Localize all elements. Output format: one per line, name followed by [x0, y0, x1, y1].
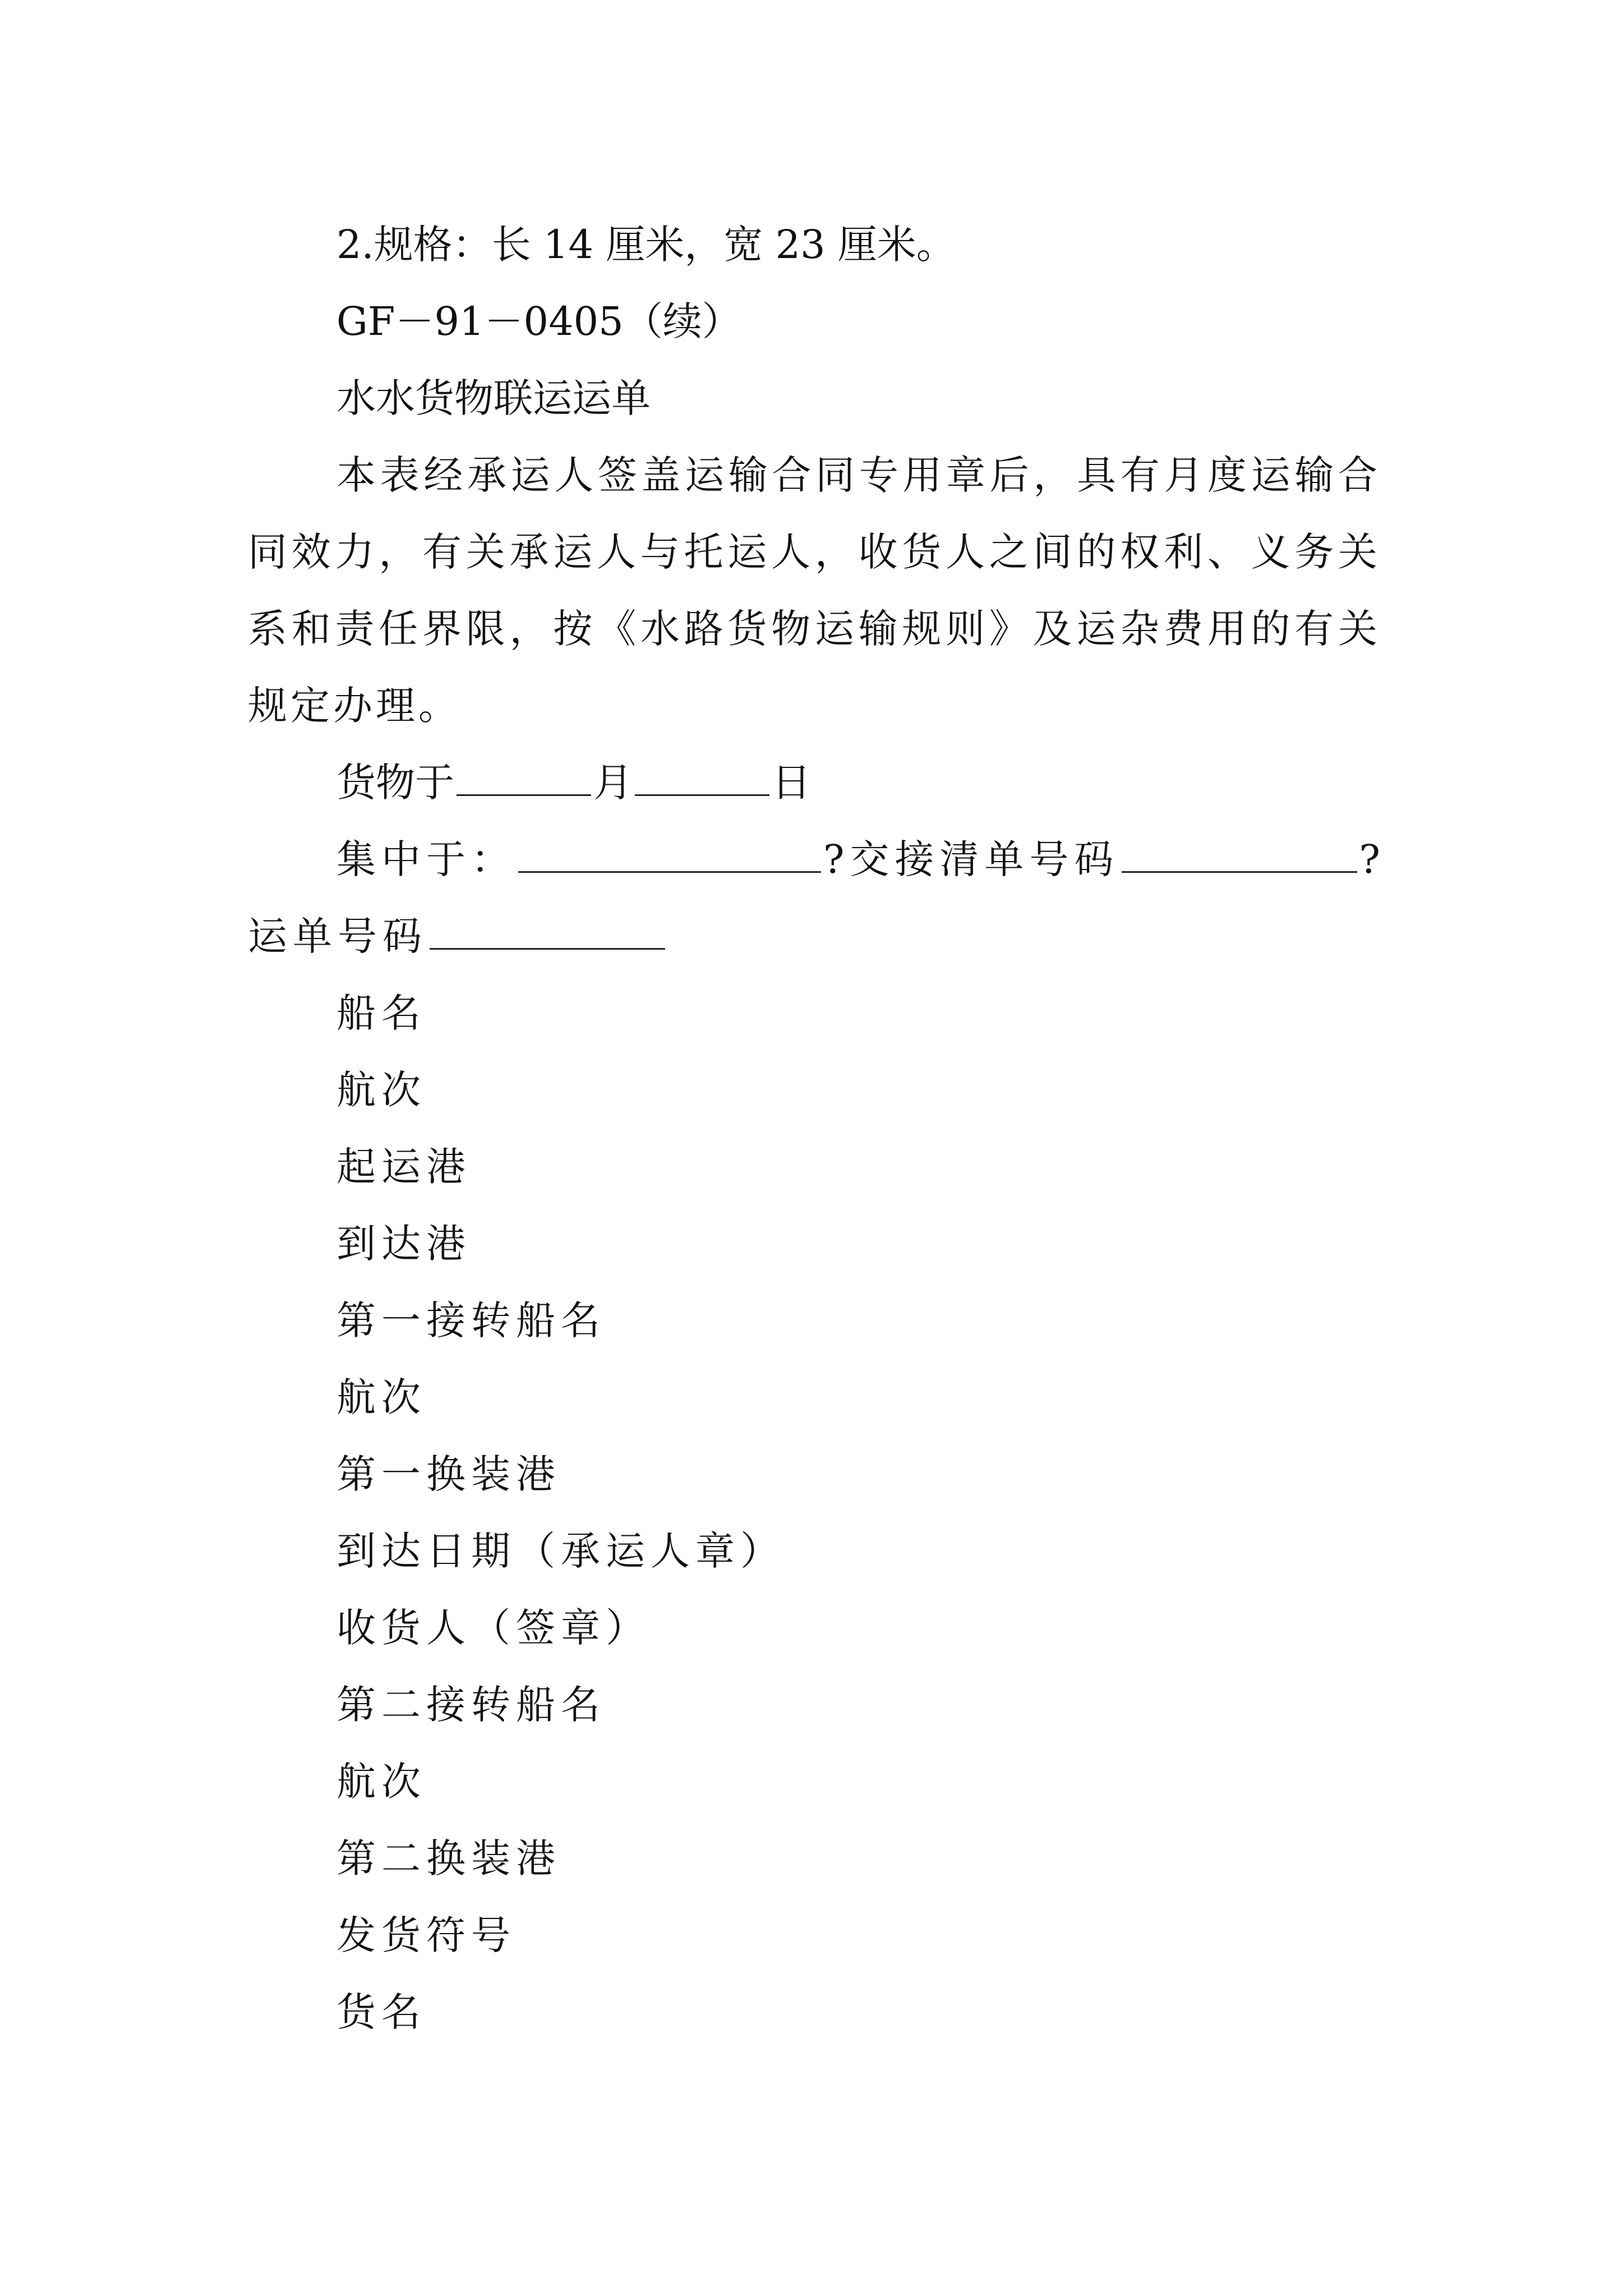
notice-paragraph: 本表经承运人签盖运输合同专用章后，具有月度运输合同效力，有关承运人与托运人，收货人之间的权利、义务关系和责任界限，按《水路货物运输规则》及运杂费用的有关规定办理。 — [248, 452, 1381, 729]
document-body — [248, 206, 1386, 2051]
handover-blank[interactable] — [1122, 836, 1357, 873]
form-code: GF－91－0405（续） — [336, 298, 741, 344]
goods-date-prefix: 货物于 — [336, 760, 454, 806]
month-label: 月 — [593, 760, 633, 806]
field-goods-name: 货名 — [336, 1989, 426, 2035]
field-origin-port: 起运港 — [336, 1144, 471, 1190]
field-second-transfer-ship: 第二接转船名 — [336, 1682, 606, 1728]
field-first-transfer-ship: 第一接转船名 — [336, 1297, 606, 1343]
field-ship-name: 船名 — [336, 990, 426, 1036]
waybill-line — [248, 898, 1381, 975]
handover-label: 交接清单号码 — [850, 836, 1119, 882]
day-label: 日 — [772, 760, 811, 806]
collect-question-mark: ? — [823, 836, 850, 882]
field-destination-port: 到达港 — [336, 1221, 471, 1267]
goods-date-line — [248, 744, 1381, 821]
field-voyage-3: 航次 — [336, 1759, 426, 1805]
handover-question-mark: ? — [1359, 836, 1386, 882]
day-blank[interactable] — [635, 760, 769, 796]
collect-blank[interactable] — [518, 836, 821, 873]
form-title: 水水货物联运运单 — [336, 375, 651, 421]
waybill-label: 运单号码 — [248, 913, 427, 959]
collect-line — [248, 821, 1386, 898]
field-first-transship-port: 第一换装港 — [336, 1451, 561, 1497]
month-blank[interactable] — [457, 760, 591, 796]
spec-line: 2.规格：长 14 厘米，宽 23 厘米。 — [336, 222, 956, 268]
field-voyage: 航次 — [336, 1067, 426, 1113]
field-second-transship-port: 第二换装港 — [336, 1835, 561, 1881]
field-shipping-mark: 发货符号 — [336, 1912, 516, 1958]
field-voyage-2: 航次 — [336, 1374, 426, 1420]
collect-label: 集中于： — [336, 836, 516, 882]
waybill-blank[interactable] — [430, 913, 665, 950]
field-consignee: 收货人（签章） — [336, 1605, 651, 1651]
field-arrival-date: 到达日期（承运人章） — [336, 1528, 785, 1574]
